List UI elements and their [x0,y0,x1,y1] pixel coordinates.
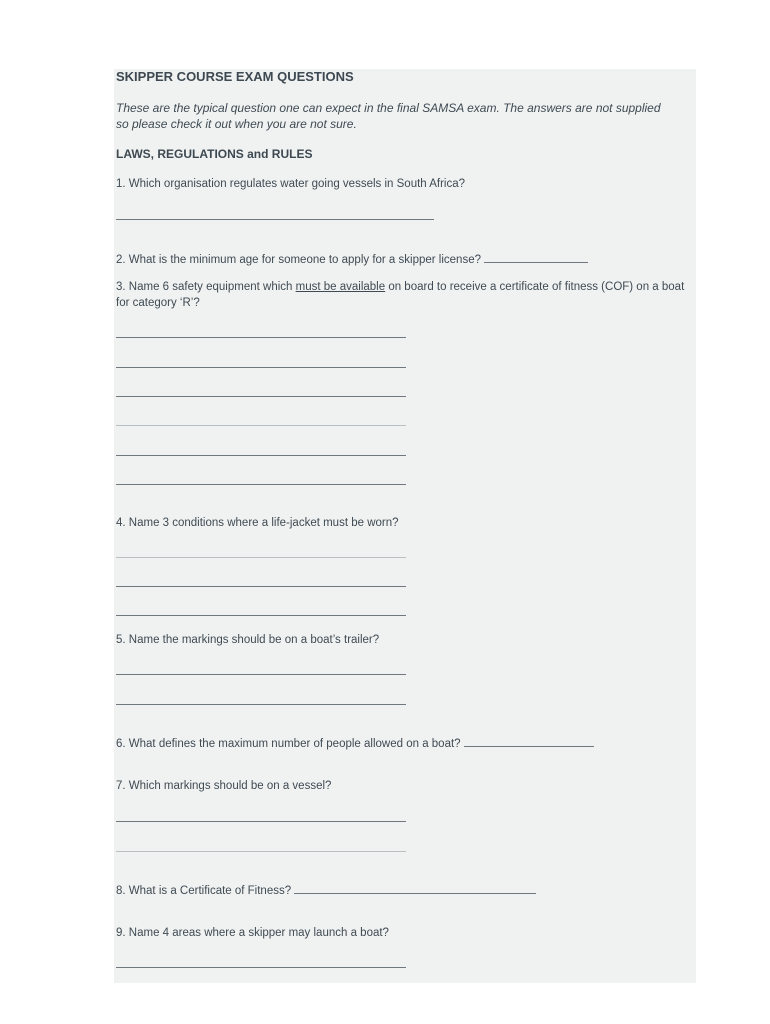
answer-line-q4-2[interactable] [116,586,406,587]
question-6-text: 6. What defines the maximum number of people allowed on a boat? [116,738,461,750]
section-heading: LAWS, REGULATIONS and RULES [116,147,313,161]
answer-line-q9-1[interactable] [116,967,406,968]
answer-line-q3-6[interactable] [116,484,406,485]
question-3-text-start: 3. Name 6 safety equipment which [116,281,296,293]
question-3-text-end: on board to receive a certificate of fitness (COF) on a boat for category ‘R’? [116,281,685,309]
answer-line-q7-2[interactable] [116,851,406,852]
question-1: 1. Which organisation regulates water going vessels in South Africa? [116,178,466,190]
question-3-underlined: must be available [295,281,386,293]
question-5: 5. Name the markings should be on a boat’s trailer? [116,634,380,646]
question-6 [116,734,594,752]
answer-line-q5-1[interactable] [116,674,406,675]
answer-line-q3-2[interactable] [116,367,406,368]
answer-line-q3-1[interactable] [116,337,406,338]
question-7: 7. Which markings should be on a vessel? [116,780,332,792]
question-9: 9. Name 4 areas where a skipper may launch a boat? [116,927,389,939]
answer-line-q3-5[interactable] [116,455,406,456]
answer-blank-q6[interactable] [464,734,594,747]
answer-line-q5-2[interactable] [116,704,406,705]
answer-line-q7-1[interactable] [116,821,406,822]
question-2-text: 2. What is the minimum age for someone to apply for a skipper license? [116,254,481,266]
question-8 [116,881,536,899]
page-title: SKIPPER COURSE EXAM QUESTIONS [116,69,354,84]
answer-blank-q2[interactable] [484,250,588,263]
answer-line-q3-3[interactable] [116,396,406,397]
question-4: 4. Name 3 conditions where a life-jacket must be worn? [116,517,399,529]
question-8-text: 8. What is a Certificate of Fitness? [116,885,292,897]
intro-paragraph: These are the typical question one can expect in the final SAMSA exam. The answers are not supplied so please check it out when you are not sure. [116,101,661,131]
answer-line-q1[interactable] [116,219,434,220]
question-2 [116,250,588,268]
answer-blank-q8[interactable] [294,881,536,894]
answer-line-q4-3[interactable] [116,615,406,616]
answer-line-q4-1[interactable] [116,557,406,558]
question-3 [116,279,694,311]
answer-line-q3-4[interactable] [116,425,406,426]
